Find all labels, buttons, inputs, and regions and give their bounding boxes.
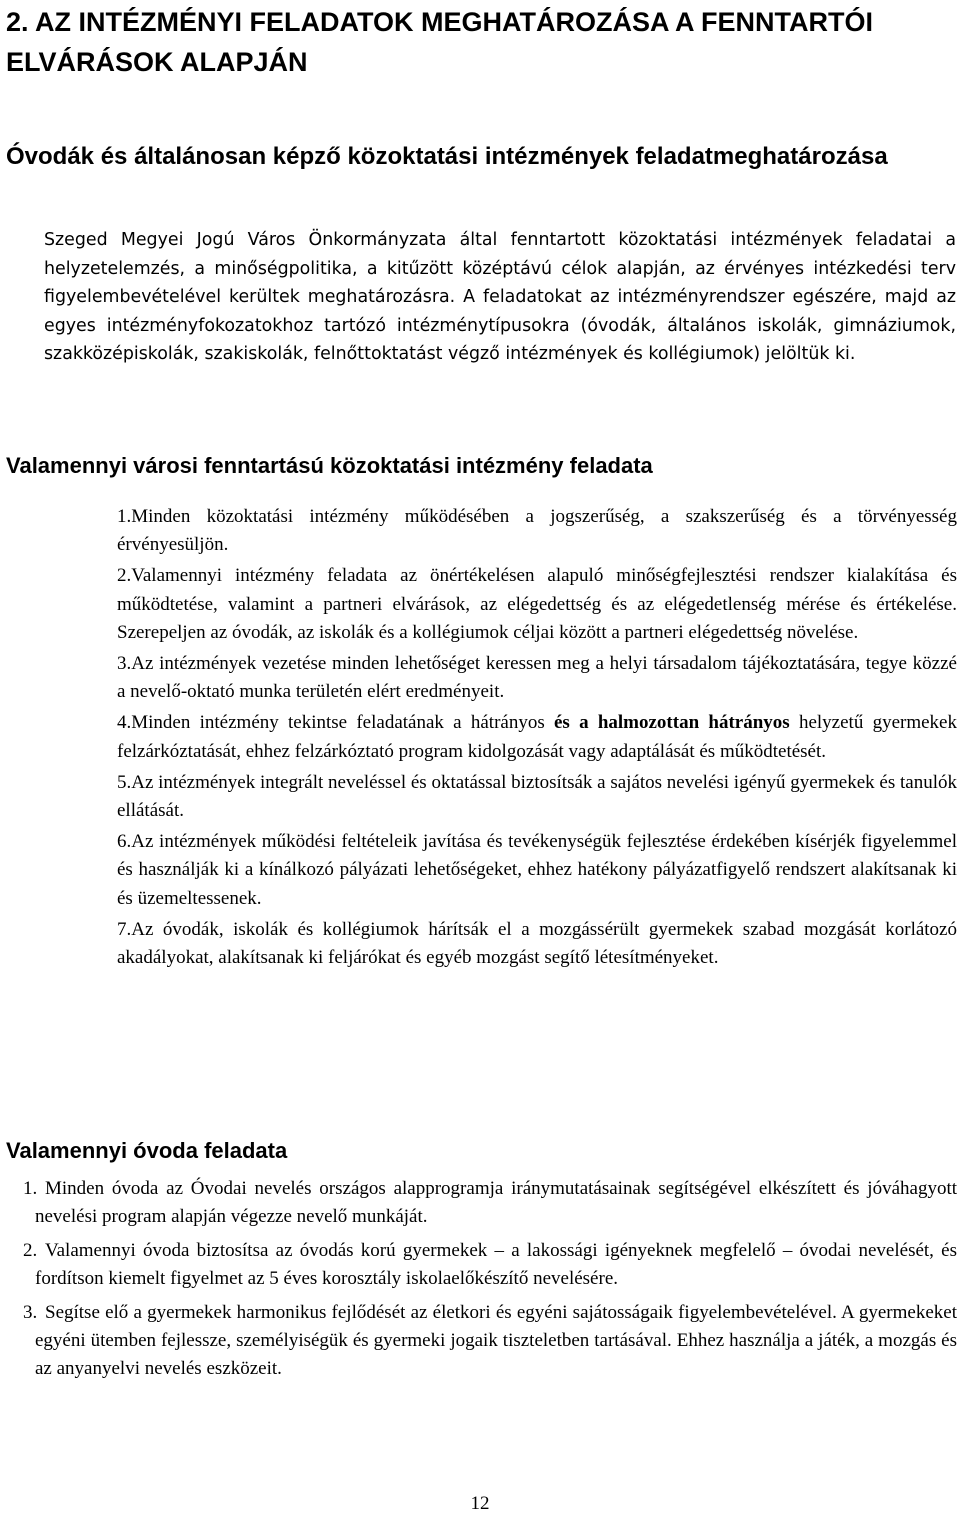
item-text: Minden óvoda az Óvodai nevelés országos alapprogramja iránymutatásainak segítségével elkészített és jóváhagyott nevelési program alapján végezze nevelő munkáját. [35,1178,957,1228]
item-number: 7. [117,918,132,940]
item-number: 1. [23,1178,38,1199]
item-number: 3. [117,653,132,675]
list-item [117,650,957,706]
item-text: Az óvodák, iskolák és kollégiumok hárítsák el a mozgássérült gyermekek szabad mozgását korlátozó akadályokat, alakítsanak ki feljárókat és egyéb mozgást segítő létesítményeket. [117,918,957,969]
item-number: 3. [23,1301,38,1323]
item-text: helyzetű gyermekek felzárkóztatását, ehhez felzárkóztató program kidolgozását vagy adaptálását és működtetését. [117,712,957,762]
item-text: Minden intézmény tekintse feladatának a hátrányos [131,712,554,734]
item-text: Az intézmények integrált neveléssel és oktatással biztosítsák a sajátos nevelési igényű gyermekek és tanulók ellátását. [117,771,957,822]
item-number: 2. [23,1239,38,1261]
intro-paragraph: Szeged Megyei Jogú Város Önkormányzata által fenntartott közoktatási intézmények feladatai a helyzetelemzés, a minőségpolitika, a kitűzött középtávú célok alapján, az érvényes intézkedési terv figyelembevételével kerültek meghatározásra. A feladatokat az intézményrendszer egészére, majd az egyes intézményfokozatokhoz tartózó intézménytípusokra (óvodák, általános iskolák, gimnáziumok, szakközépiskolák, szakiskolák, felnőttoktatást végző intézmények és kollégiumok) jelöltük ki. [44,230,956,365]
section-heading: Óvodák és általánosan képző közoktatási intézmények feladatmeghatározása [6,143,888,170]
list-item [23,1175,957,1232]
list-item [23,1237,957,1294]
item-text: Valamennyi óvoda biztosítsa az óvodás korú gyermekek – a lakossági igényeknek megfelelő – óvodai nevelését, és fordítson kiemelt figyelmet az 5 éves korosztály iskolaelőkészítő nevelésére. [35,1239,957,1290]
list-item [117,769,957,825]
section1-list [117,503,957,975]
list-item [117,916,957,972]
page-number: 12 [470,1493,490,1514]
item-number: 5. [117,771,132,793]
list-item [23,1299,957,1384]
item-number: 2. [117,565,132,587]
section1-title: Valamennyi városi fenntartású közoktatási intézmény feladata [6,453,653,478]
list-item [117,562,957,647]
item-text: Segítse elő a gyermekek harmonikus fejlődését az életkori és egyéni sajátosságaik figyelembevételével. A gyermekeket egyéni ütemben fejlessze, személyiségük és gyermeki jogaik tiszteletben tartásával. Ehhez használja a játék, a mozgás és az anyanyelvi nevelés eszközeit. [35,1301,957,1380]
item-text: Az intézmények működési feltételeik javítása és tevékenységük fejlesztése érdekében kísérjék figyelemmel és használják ki a kínálkozó pályázati lehetőségeket, ehhez hatékony pályázatfigyelő rendszert alakítsanak ki és üzemeltessenek. [117,831,957,909]
item-number: 1. [117,506,132,527]
list-item [117,503,957,559]
section2-list [23,1175,957,1389]
list-item [117,709,957,765]
item-text-bold: és a halmozottan hátrányos [553,712,790,734]
list-item [117,828,957,913]
item-text: Minden közoktatási intézmény működésében a jogszerűség, a szakszerűség és a törvényesség érvényesüljön. [117,506,957,556]
chapter-heading: 2. AZ INTÉZMÉNYI FELADATOK MEGHATÁROZÁSA A FENNTARTÓI ELVÁRÁSOK ALAPJÁN [6,7,873,77]
item-text: Valamennyi intézmény feladata az önértékelésen alapuló minőségfejlesztési rendszer kialakítása és működtetése, valamint a partneri elvárások, az elégedettség és az elégedetlenség mérése és értékelése. Szerepeljen az óvodák, az iskolák és a kollégiumok céljai között a partneri elégedettség növelése. [117,565,957,643]
item-text: Az intézmények vezetése minden lehetőséget keressen meg a helyi társadalom tájékoztatására, tegye közzé a nevelő-oktató munka területén elért eredményeit. [117,653,957,703]
section2-title: Valamennyi óvoda feladata [6,1138,288,1163]
item-number: 4. [117,712,132,734]
item-number: 6. [117,831,132,853]
